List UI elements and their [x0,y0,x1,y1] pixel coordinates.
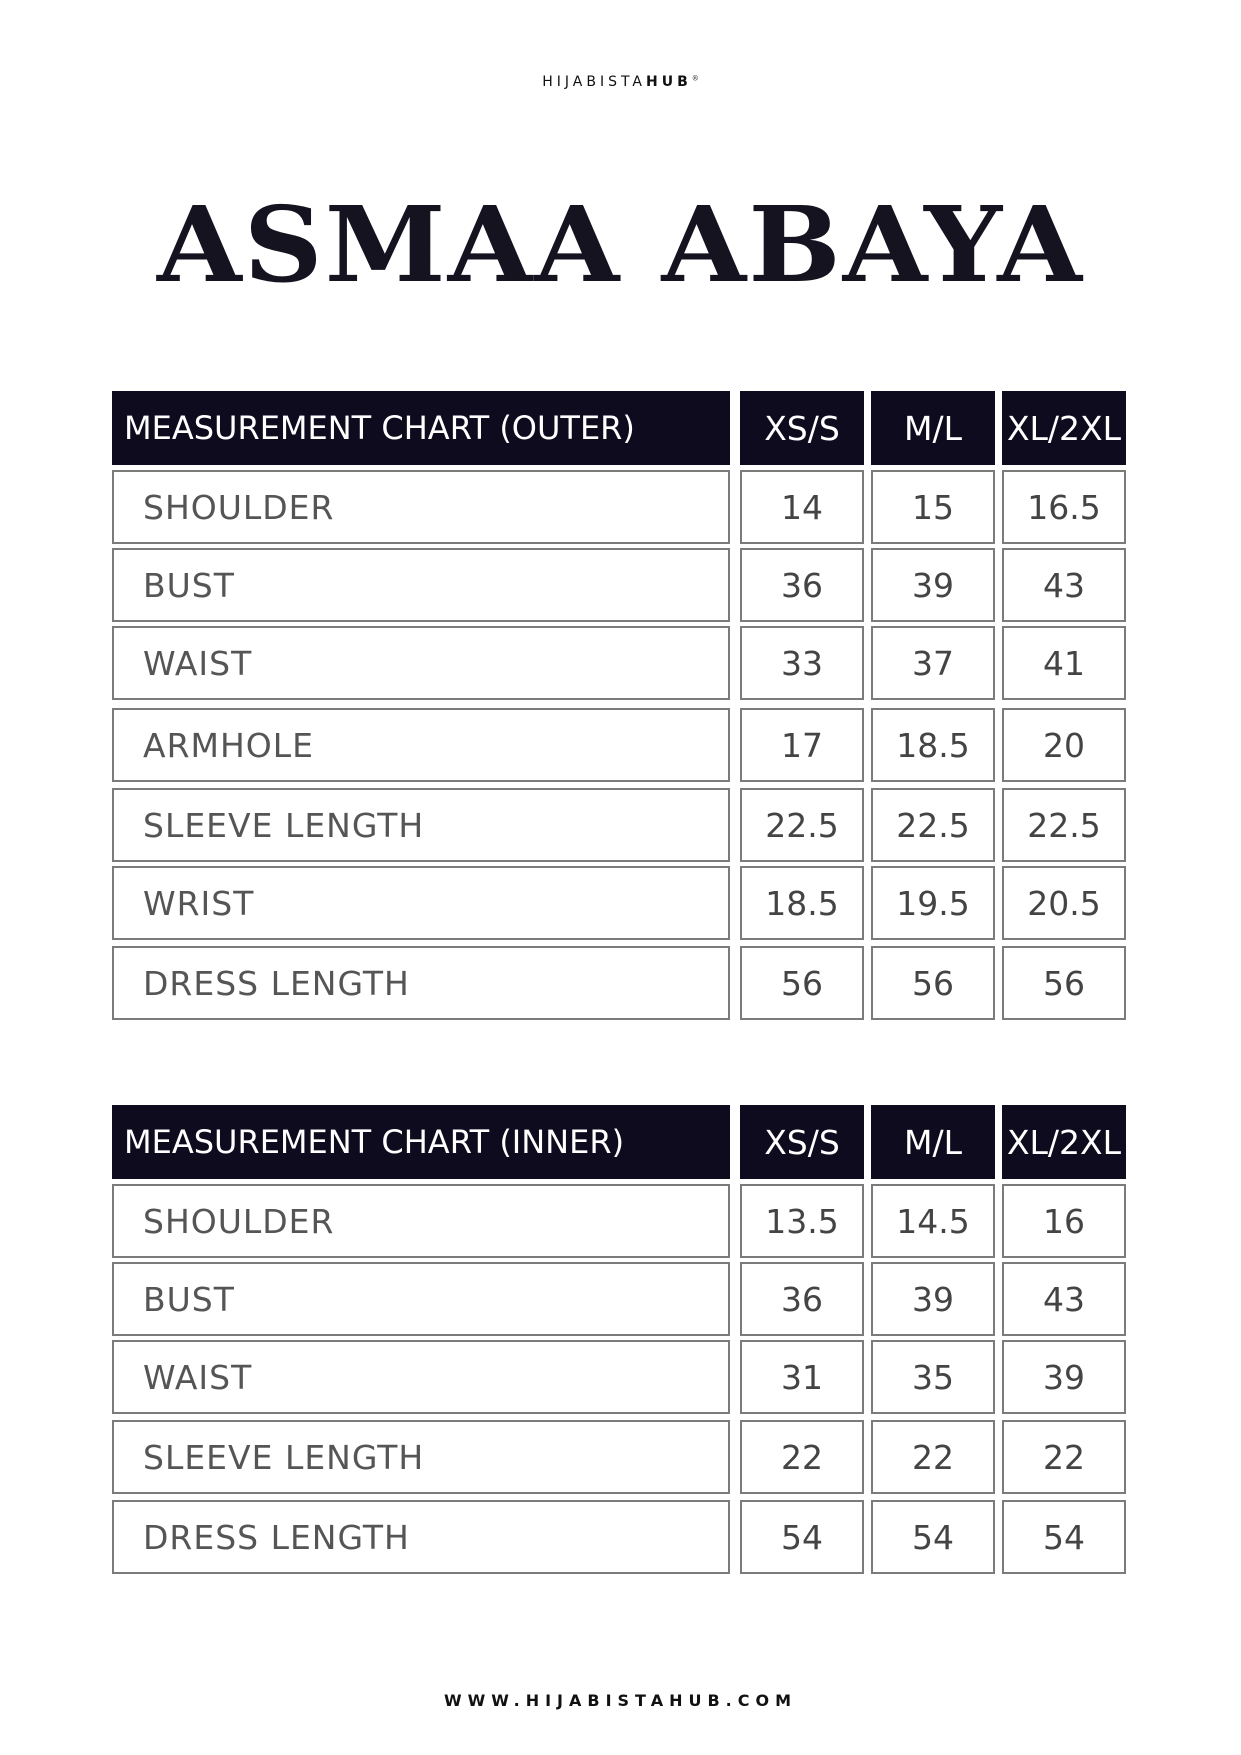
outer-row-value: 56 [1002,946,1126,1020]
inner-row-value: 31 [740,1340,864,1414]
outer-row-value: 14 [740,470,864,544]
inner-row-value: 14.5 [871,1184,995,1258]
inner-row-value: 43 [1002,1262,1126,1336]
inner-row-label: BUST [112,1262,730,1336]
outer-table-heading: MEASUREMENT CHART (OUTER) [112,391,730,465]
outer-row-value: 41 [1002,626,1126,700]
outer-row-value: 22.5 [871,788,995,862]
outer-row-value: 56 [740,946,864,1020]
inner-row-value: 39 [1002,1340,1126,1414]
outer-row-value: 36 [740,548,864,622]
inner-size-header: M/L [871,1105,995,1179]
outer-row-label: DRESS LENGTH [112,946,730,1020]
outer-size-header: XS/S [740,391,864,465]
outer-row-label: SHOULDER [112,470,730,544]
brand-name-light: HIJABISTA [542,74,646,90]
outer-row-label: ARMHOLE [112,708,730,782]
outer-row-value: 39 [871,548,995,622]
outer-row-value: 22.5 [740,788,864,862]
inner-row-value: 13.5 [740,1184,864,1258]
inner-row-value: 16 [1002,1184,1126,1258]
outer-row-value: 20.5 [1002,866,1126,940]
inner-table-heading: MEASUREMENT CHART (INNER) [112,1105,730,1179]
brand-name-bold: HUB [646,74,692,90]
inner-size-header: XS/S [740,1105,864,1179]
inner-row-value: 22 [871,1420,995,1494]
outer-row-label: BUST [112,548,730,622]
website-url: WWW.HIJABISTAHUB.COM [443,1691,798,1710]
outer-row-label: SLEEVE LENGTH [112,788,730,862]
outer-row-value: 18.5 [740,866,864,940]
inner-row-label: DRESS LENGTH [112,1500,730,1574]
inner-row-label: WAIST [112,1340,730,1414]
registered-mark: ® [691,74,699,83]
outer-row-value: 22.5 [1002,788,1126,862]
outer-row-value: 16.5 [1002,470,1126,544]
outer-row-label: WRIST [112,866,730,940]
inner-row-value: 36 [740,1262,864,1336]
inner-row-value: 54 [740,1500,864,1574]
page-title: ASMAA ABAYA [156,183,1085,306]
inner-size-header: XL/2XL [1002,1105,1126,1179]
outer-row-label: WAIST [112,626,730,700]
inner-row-value: 22 [1002,1420,1126,1494]
inner-row-value: 39 [871,1262,995,1336]
inner-row-value: 54 [871,1500,995,1574]
outer-row-value: 19.5 [871,866,995,940]
outer-row-value: 18.5 [871,708,995,782]
outer-row-value: 15 [871,470,995,544]
brand-logo [0,74,1241,90]
outer-size-header: XL/2XL [1002,391,1126,465]
inner-row-label: SHOULDER [112,1184,730,1258]
outer-row-value: 17 [740,708,864,782]
outer-row-value: 37 [871,626,995,700]
inner-row-value: 35 [871,1340,995,1414]
inner-row-label: SLEEVE LENGTH [112,1420,730,1494]
outer-row-value: 43 [1002,548,1126,622]
inner-row-value: 22 [740,1420,864,1494]
outer-row-value: 56 [871,946,995,1020]
outer-size-header: M/L [871,391,995,465]
outer-row-value: 33 [740,626,864,700]
inner-row-value: 54 [1002,1500,1126,1574]
outer-row-value: 20 [1002,708,1126,782]
